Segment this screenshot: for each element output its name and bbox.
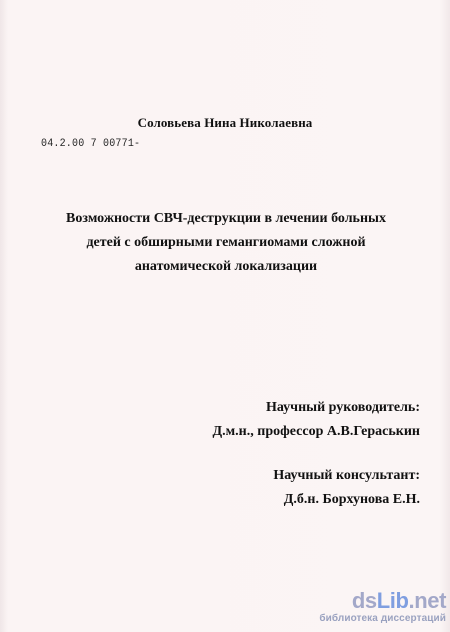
archive-stamp-number: 04.2.00 7 00771- — [41, 138, 141, 151]
supervisor-label: Научный руководитель: — [266, 400, 420, 415]
supervisor-name: Д.м.н., профессор А.В.Гераськин — [212, 424, 420, 439]
title-line-3: анатомической локализации — [134, 259, 318, 274]
dslib-watermark — [319, 590, 446, 624]
consultant-label: Научный консультант: — [273, 468, 420, 483]
consultant-name: Д.б.н. Борхунова Е.Н. — [283, 492, 420, 507]
author-name: Соловьева Нина Николаевна — [137, 115, 313, 130]
title-line-1: Возможности СВЧ-деструкции в лечении больных — [66, 211, 386, 226]
dissertation-title — [0, 207, 450, 279]
title-line-2: детей с обширными гемангиомами сложной — [86, 235, 366, 250]
watermark-subtitle: библиотека диссертаций — [319, 613, 446, 624]
watermark-logo: dsLib.net — [351, 588, 446, 613]
supervisor-block — [213, 396, 420, 444]
consultant-block — [273, 464, 420, 512]
